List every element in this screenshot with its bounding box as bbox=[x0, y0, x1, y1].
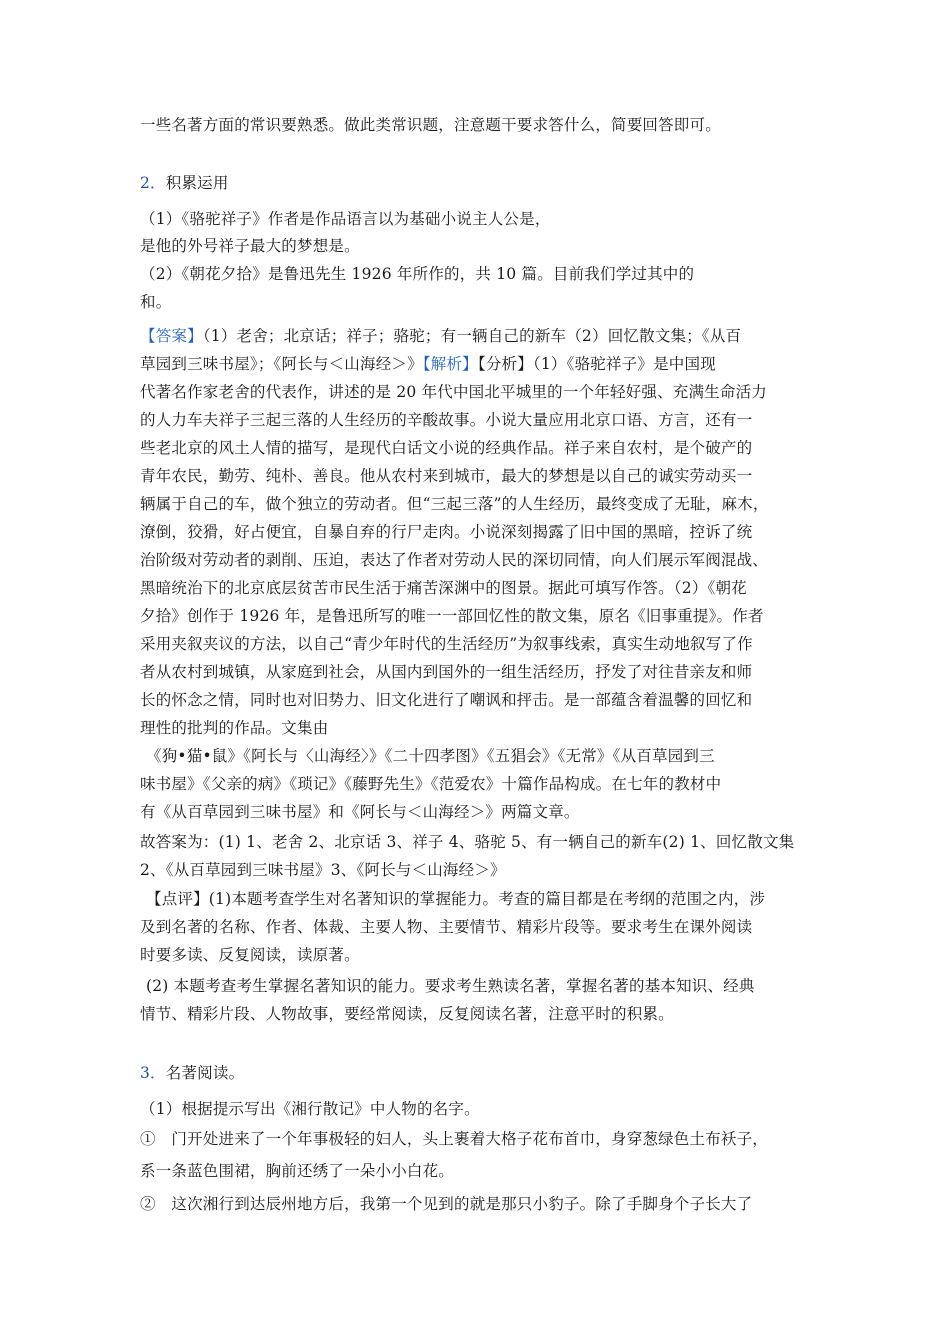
analysis-line: 有《从百草园到三味书屋》和《阿长与＜山海经＞》两篇文章。 bbox=[140, 803, 580, 821]
question-2-line: 是他的外号祥子最大的梦想是。 bbox=[140, 237, 360, 255]
answer-line bbox=[140, 354, 716, 374]
question-3-heading bbox=[140, 1063, 244, 1083]
question-3-line: ① 门开处进来了一个年事极轻的妇人，头上裹着大格子花布首巾，身穿葱绿色土布袄子， bbox=[140, 1130, 769, 1148]
question-2-heading bbox=[140, 173, 229, 193]
analysis-line: 治阶级对劳动者的剥削、压迫，表达了作者对劳动人民的深切同情，向人们展示军阀混战、 bbox=[140, 551, 769, 569]
final-answer-line: 故答案为：(1) 1、老舍 2、北京话 3、祥子 4、骆驼 5、有一辆自己的新车(2) 1、回忆散文集 bbox=[140, 833, 795, 851]
question-2-number: 2． bbox=[140, 174, 166, 192]
question-3-line: 系一条蓝色围裙，胸前还绣了一朵小小白花。 bbox=[140, 1162, 455, 1180]
comment-line: 【点评】(1)本题考查学生对名著知识的掌握能力。考查的篇目都是在考纲的范围之内，涉 bbox=[146, 890, 766, 908]
analysis-line: 《狗•猫•鼠》《阿长与〈山海经〉》《二十四孝图》《五猖会》《无常》《从百草园到三 bbox=[146, 747, 715, 765]
analysis-line: 理性的批判的作品。文集由 bbox=[140, 719, 329, 737]
analysis-line: 潦倒，狡猾，好占便宜，自暴自弃的行尸走肉。小说深刻揭露了旧中国的黑暗，控诉了统 bbox=[140, 523, 753, 541]
answer-text: （1）老舍；北京话；祥子；骆驼；有一辆自己的新车（2）回忆散文集；《从百 bbox=[202, 327, 742, 345]
comment-line: 情节、精彩片段、人物故事，要经常阅读，反复阅读名著，注意平时的积累。 bbox=[140, 1005, 674, 1023]
question-2-title: 积累运用 bbox=[165, 174, 229, 192]
comment-line: 时要多读、反复阅读，读原著。 bbox=[140, 946, 360, 964]
answer-line bbox=[140, 326, 741, 346]
analysis-line: 些老北京的风土人情的描写，是现代白话文小说的经典作品。祥子来自农村，是个破产的 bbox=[140, 439, 753, 457]
analysis-text: 【分析】（1）《骆驼祥子》是中国现 bbox=[477, 355, 716, 373]
question-3-line: ② 这次湘行到达辰州地方后，我第一个见到的就是那只小豹子。除了手脚身个子长大了 bbox=[140, 1195, 753, 1213]
analysis-line: 长的怀念之情，同时也对旧势力、旧文化进行了嘲讽和抨击。是一部蕴含着温馨的回忆和 bbox=[140, 691, 753, 709]
question-2-line: （2）《朝花夕拾》是鲁迅先生 1926 年所作的，共 10 篇。目前我们学过其中的 bbox=[140, 265, 695, 283]
answer-text: 草园到三味书屋》；《阿长与＜山海经＞》 bbox=[140, 355, 423, 373]
analysis-line: 的人力车夫祥子三起三落的人生经历的辛酸故事。小说大量应用北京口语、方言，还有一 bbox=[140, 411, 753, 429]
question-3-number: 3． bbox=[140, 1064, 166, 1082]
analysis-line: 夕拾》创作于 1926 年，是鲁迅所写的唯一一部回忆性的散文集，原名《旧事重提》。作者 bbox=[140, 607, 764, 625]
final-answer-line: 2、《从百草园到三味书屋》3、《阿长与＜山海经＞》 bbox=[140, 861, 506, 879]
comment-line: (2) 本题考查考生掌握名著知识的能力。要求考生熟读名著，掌握名著的基本知识、经典 bbox=[146, 977, 755, 995]
analysis-line: 黑暗统治下的北京底层贫苦市民生活于痛苦深渊中的图景。据此可填写作答。（2）《朝花 bbox=[140, 579, 747, 597]
analysis-line: 青年农民，勤劳、纯朴、善良。他从农村来到城市，最大的梦想是以自己的诚实劳动买一 bbox=[140, 467, 753, 485]
question-2-line: （1）《骆驼祥子》作者是作品语言以为基础小说主人公是， bbox=[140, 210, 551, 228]
answer-label: 【答案】 bbox=[140, 327, 203, 345]
analysis-line: 代著名作家老舍的代表作，讲述的是 20 年代中国北平城里的一个年轻好强、充满生命活力 bbox=[140, 383, 767, 401]
analysis-line: 者从农村到城镇，从家庭到社会，从国内到国外的一组生活经历，抒发了对往昔亲友和师 bbox=[140, 663, 753, 681]
analysis-line: 采用夹叙夹议的方法，以自己“青少年时代的生活经历”为叙事线索，真实生动地叙写了作 bbox=[140, 635, 753, 653]
analysis-line: 味书屋》《父亲的病》《琐记》《藤野先生》《范爱农》十篇作品构成。在七年的教材中 bbox=[140, 775, 722, 793]
analysis-label: 【解析】 bbox=[422, 355, 478, 373]
question-3-line: （1）根据提示写出《湘行散记》中人物的名字。 bbox=[140, 1100, 480, 1118]
analysis-line: 辆属于自己的车，做个独立的劳动者。但“三起三落”的人生经历，最终变成了无耻，麻木， bbox=[140, 495, 769, 513]
intro-text: 一些名著方面的常识要熟悉。做此类常识题，注意题干要求答什么，简要回答即可。 bbox=[140, 116, 721, 134]
comment-line: 及到名著的名称、作者、体裁、主要人物、主要情节、精彩片段等。要求考生在课外阅读 bbox=[140, 918, 753, 936]
question-3-title: 名著阅读。 bbox=[165, 1064, 245, 1082]
question-2-line: 和。 bbox=[140, 293, 172, 311]
